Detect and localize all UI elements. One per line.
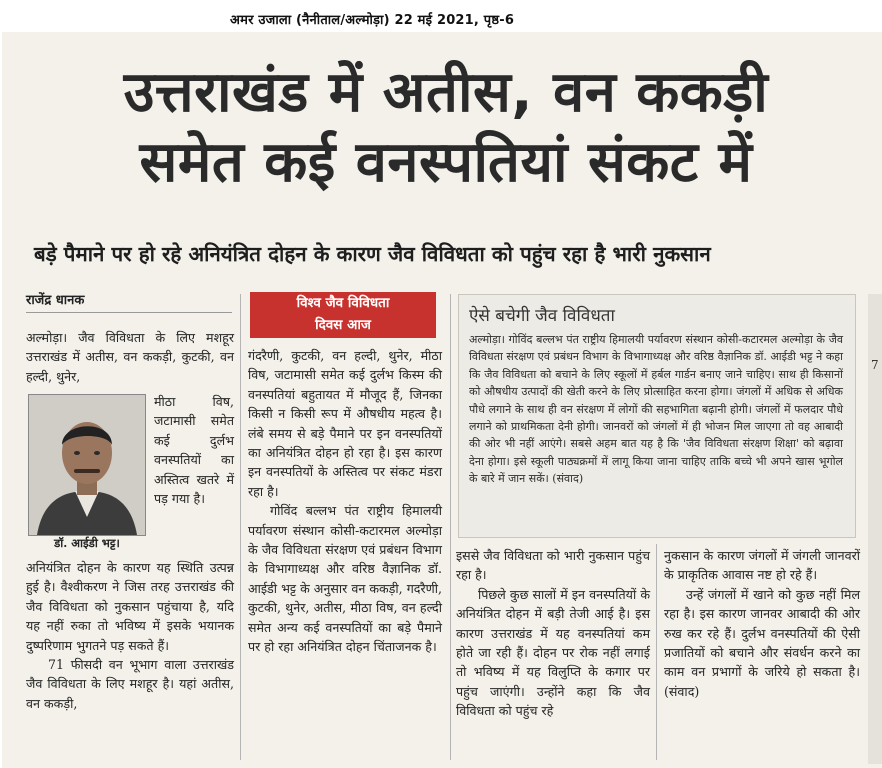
reporter-photo	[28, 394, 146, 536]
col4-paragraph-1: नुकसान के कारण जंगलों में जंगली जानवरों के प्राकृतिक आवास नष्ट हो रहे हैं।	[664, 548, 860, 583]
sidebar-box	[458, 294, 856, 538]
byline-rule	[26, 312, 232, 313]
col4-text	[664, 546, 860, 701]
kicker-label	[250, 292, 436, 338]
kicker-line-2: दिवस आज	[315, 317, 371, 333]
newspaper-clipping	[2, 32, 882, 768]
col3-paragraph-2: पिछले कुछ सालों में इन वनस्पतियों के अनियंत्रित दोहन में बड़ी तेजी आई है। इस कारण उत्तराखंड में यह वनस्पतियां कम होते जा रही हैं। दोहन पर रोक नहीं लगाई तो भविष्य में यह विलुप्ति के कगार पर पहुंच जाएंगी। उन्होंने कहा कि जैव विविधता को पहुंच रहे	[456, 586, 650, 719]
col1-lower-text	[26, 558, 234, 713]
sidebar-box-title: ऐसे बचेगी जैव विविधता	[469, 306, 615, 326]
subheadline: बड़े पैमाने पर हो रहे अनियंत्रित दोहन के कारण जैव विविधता को पहुंच रहा है भारी नुकसान	[34, 242, 711, 266]
col1-paragraph-1: अनियंत्रित दोहन के कारण यह स्थिति उत्पन्न हुई है। वैश्वीकरण ने जिस तरह उत्तराखंड की जैव विविधता को नुकसान पहुंचाया है, यदि यह नहीं रुका तो भविष्य में इसके भयानक दुष्परिणाम भुगतने पड़ सकते हैं।	[26, 560, 234, 653]
col2-paragraph-1: गंदरैणी, कुटकी, वन हल्दी, थुनेर, मीठा विष, जटामासी समेत कई दुर्लभ किस्म की वनस्पतियां बहुतायत में मौजूद हैं, जिनका किसी न किसी रूप में औषधीय महत्व है। लंबे समय से बड़े पैमाने पर इन वनस्पतियों का अनियंत्रित दोहन हो रहा है। इस कारण इन वनस्पतियों के अस्तित्व पर संकट मंडरा रहा है।	[248, 348, 442, 499]
col1-upper-text	[26, 328, 234, 386]
adjacent-article-edge	[868, 294, 882, 764]
photo-caption: डॉ. आईडी भट्ट।	[54, 536, 120, 550]
column-divider-3	[656, 544, 657, 760]
column-divider-2	[450, 294, 451, 760]
adjacent-article-fragment: 7	[871, 358, 879, 372]
kicker-line-1: विश्व जैव विविधता	[296, 295, 390, 311]
portrait-image	[29, 395, 145, 535]
byline: राजेंद्र धानक	[26, 293, 85, 308]
col1-intro: अल्मोड़ा। जैव विविधता के लिए मशहूर उत्तराखंड में अतीस, वन ककड़ी, कुटकी, वन हल्दी, थुनेर,	[26, 330, 234, 384]
publication-source-line: अमर उजाला (नैनीताल/अल्मोड़ा) 22 मई 2021, पृष्ठ-6	[230, 13, 515, 28]
headline-line-2: समेत कई वनस्पतियां संकट में	[139, 130, 753, 195]
headline-line-1: उत्तराखंड में अतीस, वन ककड़ी	[123, 60, 769, 125]
col3-paragraph-1: इससे जैव विविधता को भारी नुकसान पहुंच रहा है।	[456, 548, 650, 583]
col1-paragraph-2: 71 फीसदी वन भूभाग वाला उत्तराखंड जैव विविधता के लिए मशहूर है। यहां अतीस, वन ककड़ी,	[26, 657, 234, 711]
column-divider-1	[240, 294, 241, 760]
col2-text	[248, 346, 442, 657]
col3-text	[456, 546, 650, 721]
col2-paragraph-2: गोविंद बल्लभ पंत राष्ट्रीय हिमालयी पर्यावरण संस्थान कोसी-कटारमल अल्मोड़ा के जैव विविधता संरक्षण एवं प्रबंधन विभाग के विभागाध्यक्ष और वरिष्ठ वैज्ञानिक डॉ. आईडी भट्ट के अनुसार वन ककड़ी, गदरैणी, कुटकी, थुनेर, अतीस, मीठा विष, वन हल्दी समेत अन्य कई वनस्पतियों का बड़े पैमाने पर हो रहा अनियंत्रित दोहन चिंताजनक है।	[248, 503, 442, 655]
sidebar-box-body: अल्मोड़ा। गोविंद बल्लभ पंत राष्ट्रीय हिमालयी पर्यावरण संस्थान कोसी-कटारमल अल्मोड़ा के जैव विविधता संरक्षण एवं प्रबंधन विभाग के विभागाध्यक्ष और वरिष्ठ वैज्ञानिक डॉ. आईडी भट्ट ने कहा कि जैव विविधता को बचाने के लिए स्कूलों में हर्बल गार्डन बनाए जाने चाहिए। साथ ही किसानों को औषधीय उत्पादों की खेती करने के लिए प्रोत्साहित करना होगा। जंगलों में अधिक से अधिक पौधे लगाने के साथ ही वन संरक्षण में लोगों की सहभागिता बढ़ानी होगी। जंगलों में फलदार पौधे लगाने को प्राथमिकता देनी होगी। जानवरों को जंगलों में ही भोजन मिल जाएगा तो वह आबादी की ओर भी नहीं आएंगे। सबसे अहम बात यह है कि 'जैव विविधता संरक्षण शिक्षा' को बढ़ावा देना होगा। इसे स्कूली पाठ्यक्रमों में लागू किया जाना चाहिए ताकि बच्चे भी अपने खास भूगोल के बारे में जान सकें। (संवाद)	[469, 333, 843, 486]
col4-paragraph-2: उन्हें जंगलों में खाने को कुछ नहीं मिल रहा है। इस कारण जानवर आबादी की ओर रुख कर रहे हैं। दुर्लभ वनस्पतियों की ऐसी प्रजातियों को बचाने और संवर्धन करने का काम वन प्रभागों के जरिये हो सकता है। (संवाद)	[664, 586, 860, 699]
col1-narrow-text: मीठा विष, जटामासी समेत कई दुर्लभ वनस्पतियों का अस्तित्व खतरे में पड़ गया है।	[154, 394, 234, 507]
headline	[26, 58, 866, 198]
